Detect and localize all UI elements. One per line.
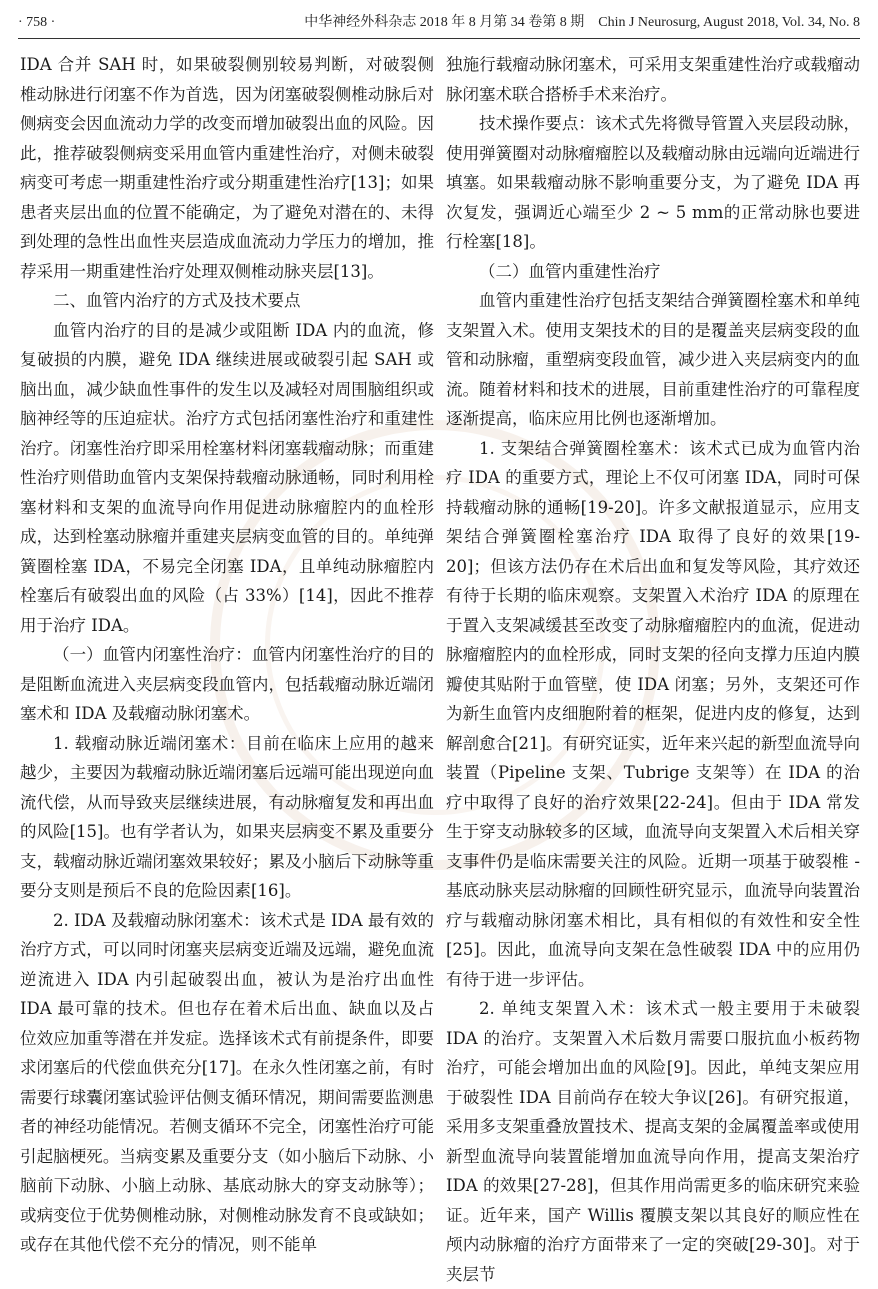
paragraph: 1. 载瘤动脉近端闭塞术：目前在临床上应用的越来越少，主要因为载瘤动脉近端闭塞后远端可能出现逆向血流代偿，从而导致夹层继续进展，有动脉瘤复发和再出血的风险[15]。也有学者认为，如果夹层病变不累及重要分支，载瘤动脉近端闭塞效果较好；累及小脑后下动脉等重要分支则是预后不良的危险因素[16]。 bbox=[20, 733, 434, 900]
paragraph: 血管内重建性治疗包括支架结合弹簧圈栓塞术和单纯支架置入术。使用支架技术的目的是覆盖夹层病变段的血管和动脉瘤，重塑病变段血管，减少进入夹层病变内的血流。随着材料和技术的进展，目前重建性治疗的可靠程度逐渐提高，临床应用比例也逐渐增加。 bbox=[446, 291, 860, 428]
page-header bbox=[18, 10, 860, 36]
paragraph: 血管内治疗的目的是减少或阻断 IDA 内的血流，修复破损的内膜，避免 IDA 继续进展或破裂引起 SAH 或脑出血，减少缺血性事件的发生以及减轻对周围脑组织或脑神经等的压迫症状。治疗方式包括闭塞性治疗和重建性治疗。闭塞性治疗即采用栓塞材料闭塞载瘤动脉；而重建性治疗则借助血管内支架保持载瘤动脉通畅，同时利用栓塞材料和支架的血流导向作用促进动脉瘤腔内的血栓形成，达到栓塞动脉瘤并重建夹层病变血管的目的。单纯弹簧圈栓塞 IDA，不易完全闭塞 IDA，且单纯动脉瘤腔内栓塞后有破裂出血的风险（占 33%）[14]，因此不推荐用于治疗 IDA。 bbox=[20, 320, 434, 635]
paragraph: 1. 支架结合弹簧圈栓塞术：该术式已成为血管内治疗 IDA 的重要方式，理论上不仅可闭塞 IDA，同时可保持载瘤动脉的通畅[19-20]。许多文献报道显示，应用支架结合弹簧圈栓塞治疗 IDA 取得了良好的效果[19-20]；但该方法仍存在术后出血和复发等风险，其疗效还有待于长期的临床观察。支架置入术治疗 IDA 的原理在于置入支架减缓甚至改变了动脉瘤瘤腔内的血流，促进动脉瘤瘤腔内的血栓形成，同时支架的径向支撑力压迫内膜瓣使其贴附于血管壁，使 IDA 闭塞；另外，支架还可作为新生血管内皮细胞附着的框架，促进内皮的修复，达到解剖愈合[21]。有研究证实，近年来兴起的新型血流导向装置（Pipeline 支架、Tubrige 支架等）在 IDA 的治疗中取得了良好的治疗效果[22-24]。但由于 IDA 常发生于穿支动脉较多的区域，血流导向支架置入术后相关穿支事件仍是临床需要关注的风险。近期一项基于破裂椎 - 基底动脉夹层动脉瘤的回顾性研究显示，血流导向装置治疗与载瘤动脉闭塞术相比，具有相似的有效性和安全性[25]。因此，血流导向支架在急性破裂 IDA 中的应用仍有待于进一步评估。 bbox=[446, 438, 860, 989]
paragraph: IDA 合并 SAH 时，如果破裂侧别较易判断，对破裂侧椎动脉进行闭塞不作为首选，因为闭塞破裂侧椎动脉后对侧病变会因血流动力学的改变而增加破裂出血的风险。因此，推荐破裂侧病变采用血管内重建性治疗，对侧未破裂病变可考虑一期重建性治疗或分期重建性治疗[13]；如果患者夹层出血的位置不能确定，为了避免对潜在的、未得到处理的急性出血性夹层造成血流动力学压力的增加，推荐采用一期重建性治疗处理双侧椎动脉夹层[13]。 bbox=[20, 55, 434, 281]
journal-citation: 中华神经外科杂志 2018 年 8 月第 34 卷第 8 期 Chin J Neurosurg, August 2018, Vol. 34, No. 8 bbox=[304, 15, 860, 30]
subsection-heading: （二）血管内重建性治疗 bbox=[479, 261, 661, 281]
paragraph: 独施行载瘤动脉闭塞术，可采用支架重建性治疗或载瘤动脉闭塞术联合搭桥手术来治疗。 bbox=[446, 55, 860, 104]
section-heading: 二、血管内治疗的方式及技术要点 bbox=[53, 291, 301, 310]
paragraph: 2. IDA 及载瘤动脉闭塞术：该术式是 IDA 最有效的治疗方式，可以同时闭塞夹层病变近端及远端，避免血流逆流进入 IDA 内引起破裂出血，被认为是治疗出血性 IDA 最可靠的技术。但也存在着术后出血、缺血以及占位效应加重等潜在并发症。选择该术式有前提条件，即要求闭塞后的代偿血供充分[17]。在永久性闭塞之前，有时需要行球囊闭塞试验评估侧支循环情况，期间需要监测患者的神经功能情况。若侧支循环不完全，闭塞性治疗可能引起脑梗死。当病变累及重要分支（如小脑后下动脉、小脑前下动脉、小脑上动脉、基底动脉大的穿支动脉等）；或病变位于优势侧椎动脉，对侧椎动脉发育不良或缺如；或存在其他代偿不充分的情况，则不能单 bbox=[20, 910, 434, 1254]
page-number: · 758 · bbox=[18, 15, 56, 30]
right-column bbox=[446, 50, 860, 1284]
paragraph: 2. 单纯支架置入术：该术式一般主要用于未破裂 IDA 的治疗。支架置入术后数月需要口服抗血小板药物治疗，可能会增加出血的风险[9]。因此，单纯支架应用于破裂性 IDA 目前尚存在较大争议[26]。有研究报道，采用多支架重叠放置技术、提高支架的金属覆盖率或使用新型血流导向装置能增加血流导向作用，提高支架治疗 IDA 的效果[27-28]，但其作用尚需更多的临床研究来验证。近年来，国产 Willis 覆膜支架以其良好的顺应性在颅内动脉瘤的治疗方面带来了一定的突破[29-30]。对于夹层节 bbox=[446, 999, 860, 1284]
header-rule bbox=[18, 38, 860, 39]
paragraph: （一）血管内闭塞性治疗：血管内闭塞性治疗的目的是阻断血流进入夹层病变段血管内，包括载瘤动脉近端闭塞术和 IDA 及载瘤动脉闭塞术。 bbox=[20, 645, 434, 723]
left-column bbox=[20, 50, 434, 1272]
paragraph: 技术操作要点：该术式先将微导管置入夹层段动脉，使用弹簧圈对动脉瘤瘤腔以及载瘤动脉由远端向近端进行填塞。如果载瘤动脉不影响重要分支，为了避免 IDA 再次复发，强调近心端至少 2 ~ 5 mm的正常动脉也要进行栓塞[18]。 bbox=[446, 114, 860, 251]
